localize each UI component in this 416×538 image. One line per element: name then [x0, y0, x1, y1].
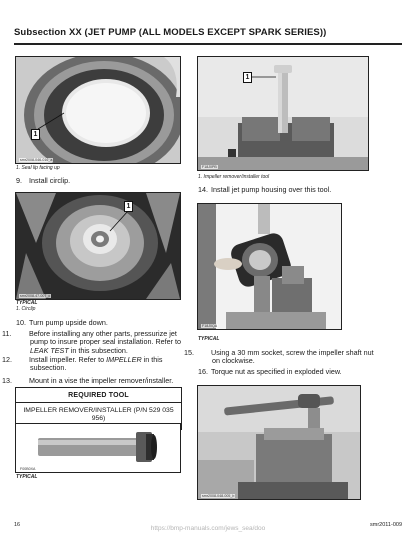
step-15: 15. Using a 30 mm socket, screw the impeller shaft nut on clockwise. [184, 348, 374, 366]
step-10: 10. Turn pump upside down. [16, 318, 108, 327]
impeller-tool-photo [197, 56, 369, 171]
circlip-photo-code: smr2008-47-007_c [20, 294, 51, 298]
seal-photo-code: smr2008-046-016_a [20, 158, 53, 162]
step-11: 11. Before installing any other parts, pressurize jet pump to insure proper seal installation. Refer to LEAK TEST in this subsection. [2, 329, 182, 355]
tool-photo-code: F00B0XA [20, 467, 36, 471]
impeller-tool-caption: 1. Impeller remover/installer tool [198, 174, 270, 180]
socket-photo [197, 385, 361, 500]
circlip-photo [15, 192, 181, 300]
impeller-tool-photo-code: F18J0PB [202, 165, 217, 169]
page-number: 16 [14, 522, 21, 528]
housing-caption: TYPICAL [198, 336, 220, 342]
page-header-title: Subsection XX (JET PUMP (ALL MODELS EXCEPT SPARK SERIES)) [14, 27, 327, 38]
required-tool-heading: REQUIRED TOOL [16, 388, 181, 403]
tool-caption: TYPICAL [16, 474, 38, 480]
housing-photo [197, 203, 342, 330]
tool-photo [15, 423, 181, 473]
seal-caption: 1. Seal lip facing up [16, 165, 60, 171]
step-12: 12. Install impeller. Refer to IMPELLER in this subsection. [2, 355, 163, 373]
seal-photo [15, 56, 181, 164]
socket-photo-code: smr2008-048-005_b [202, 494, 235, 498]
impeller-tool-callout: 1 [243, 72, 252, 83]
watermark-url: https://bmp-manuals.com/jews_sea/doo [150, 525, 266, 532]
step-16: 16. Torque nut as specified in exploded view. [198, 367, 342, 376]
seal-callout: 1 [31, 129, 40, 140]
step-14: 14. Install jet pump housing over this tool. [198, 185, 332, 194]
step-9: 9. Install circlip. [16, 176, 71, 185]
circlip-caption: TYPICAL 1. Circlip [16, 300, 38, 312]
housing-photo-code: F18J0QA [202, 324, 218, 328]
required-tool-item: IMPELLER REMOVER/INSTALLER (P/N 529 035 956) [23, 407, 174, 423]
circlip-callout: 1 [124, 201, 133, 212]
header-rule [14, 43, 402, 45]
document-code: smr2011-009 [370, 522, 402, 528]
step-13: 13. Mount in a vise the impeller remover/installer. [2, 376, 174, 385]
